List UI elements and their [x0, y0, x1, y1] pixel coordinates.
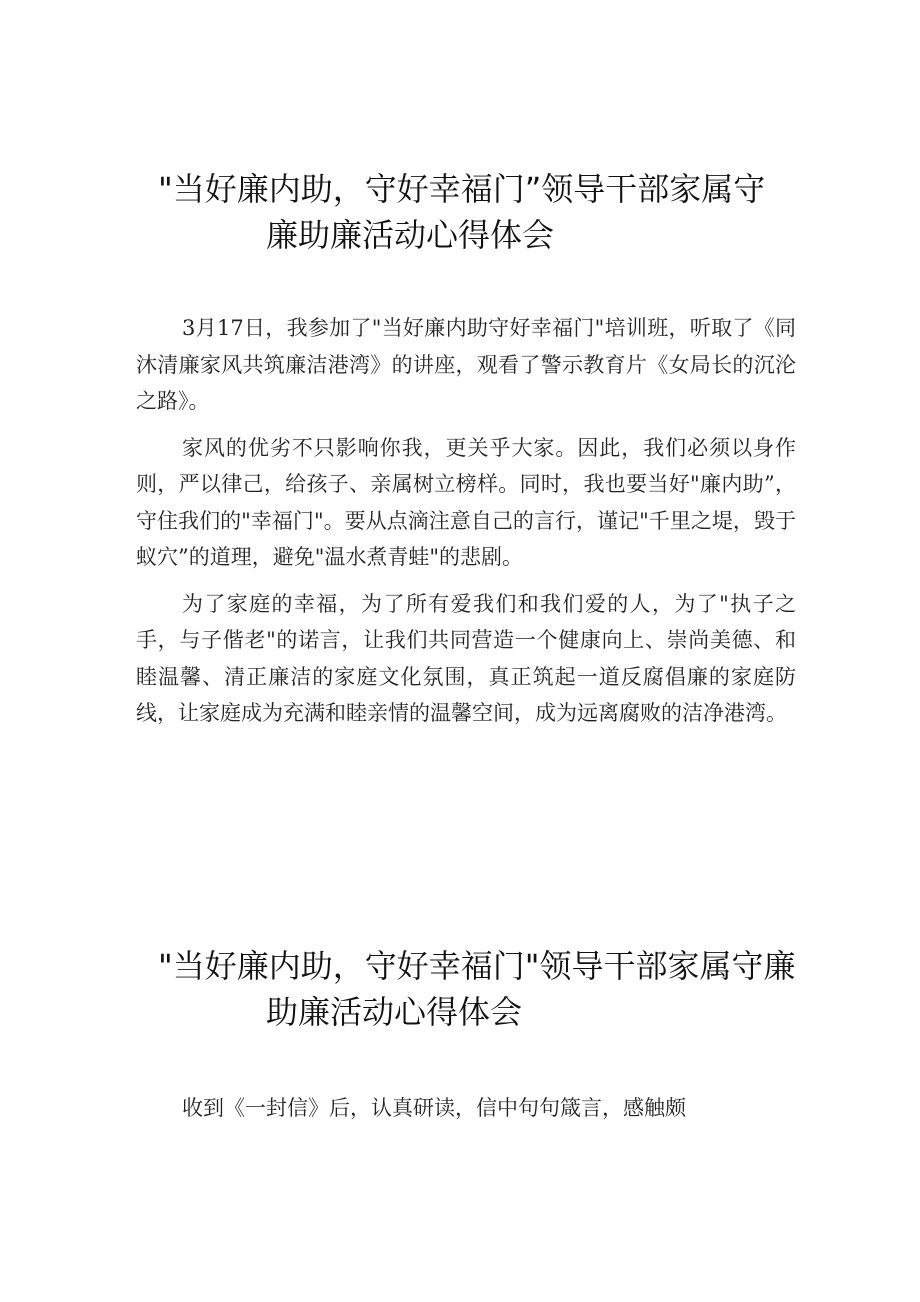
- section-1-title-line-2: 廉助廉活动心得体会: [266, 216, 555, 254]
- section-1-body: [136, 310, 796, 742]
- section-2-title: [158, 943, 795, 1035]
- section-1-paragraph-3: 为了家庭的幸福，为了所有爱我们和我们爱的人，为了"执子之手，与子偕老"的诺言，让我们共同营造一个健康向上、崇尚美德、和睦温馨、清正廉洁的家庭文化氛围，真正筑起一道反腐倡廉的家庭防线，让家庭成为充满和睦亲情的温馨空间，成为远离腐败的洁净港湾。: [136, 591, 796, 725]
- section-2-title-line-1: "当好廉内助，守好幸福门"领导干部家属守廉: [158, 947, 796, 985]
- section-2-body: [136, 1090, 796, 1137]
- section-1-title: [158, 166, 765, 258]
- section-1-paragraph-1: 3月17日，我参加了"当好廉内助守好幸福门"培训班，听取了《同沐清廉家风共筑廉洁港湾》的讲座，观看了警示教育片《女局长的沉沦之路》。: [136, 316, 796, 413]
- section-1-paragraph-2: 家风的优劣不只影响你我，更关乎大家。因此，我们必须以身作则，严以律己，给孩子、亲属树立榜样。同时，我也要当好"廉内助”，守住我们的"幸福门"。要从点滴注意自己的言行，谨记"千里之堤，毁于蚁穴”的道理，避免"温水煮青蛙"的悲剧。: [136, 435, 796, 569]
- section-2-title-line-2: 助廉活动心得体会: [266, 993, 523, 1031]
- section-2-paragraph-1: 收到《一封信》后，认真研读，信中句句箴言，感触颇: [182, 1096, 686, 1120]
- section-1-title-line-1: "当好廉内助，守好幸福门”领导干部家属守: [158, 170, 766, 208]
